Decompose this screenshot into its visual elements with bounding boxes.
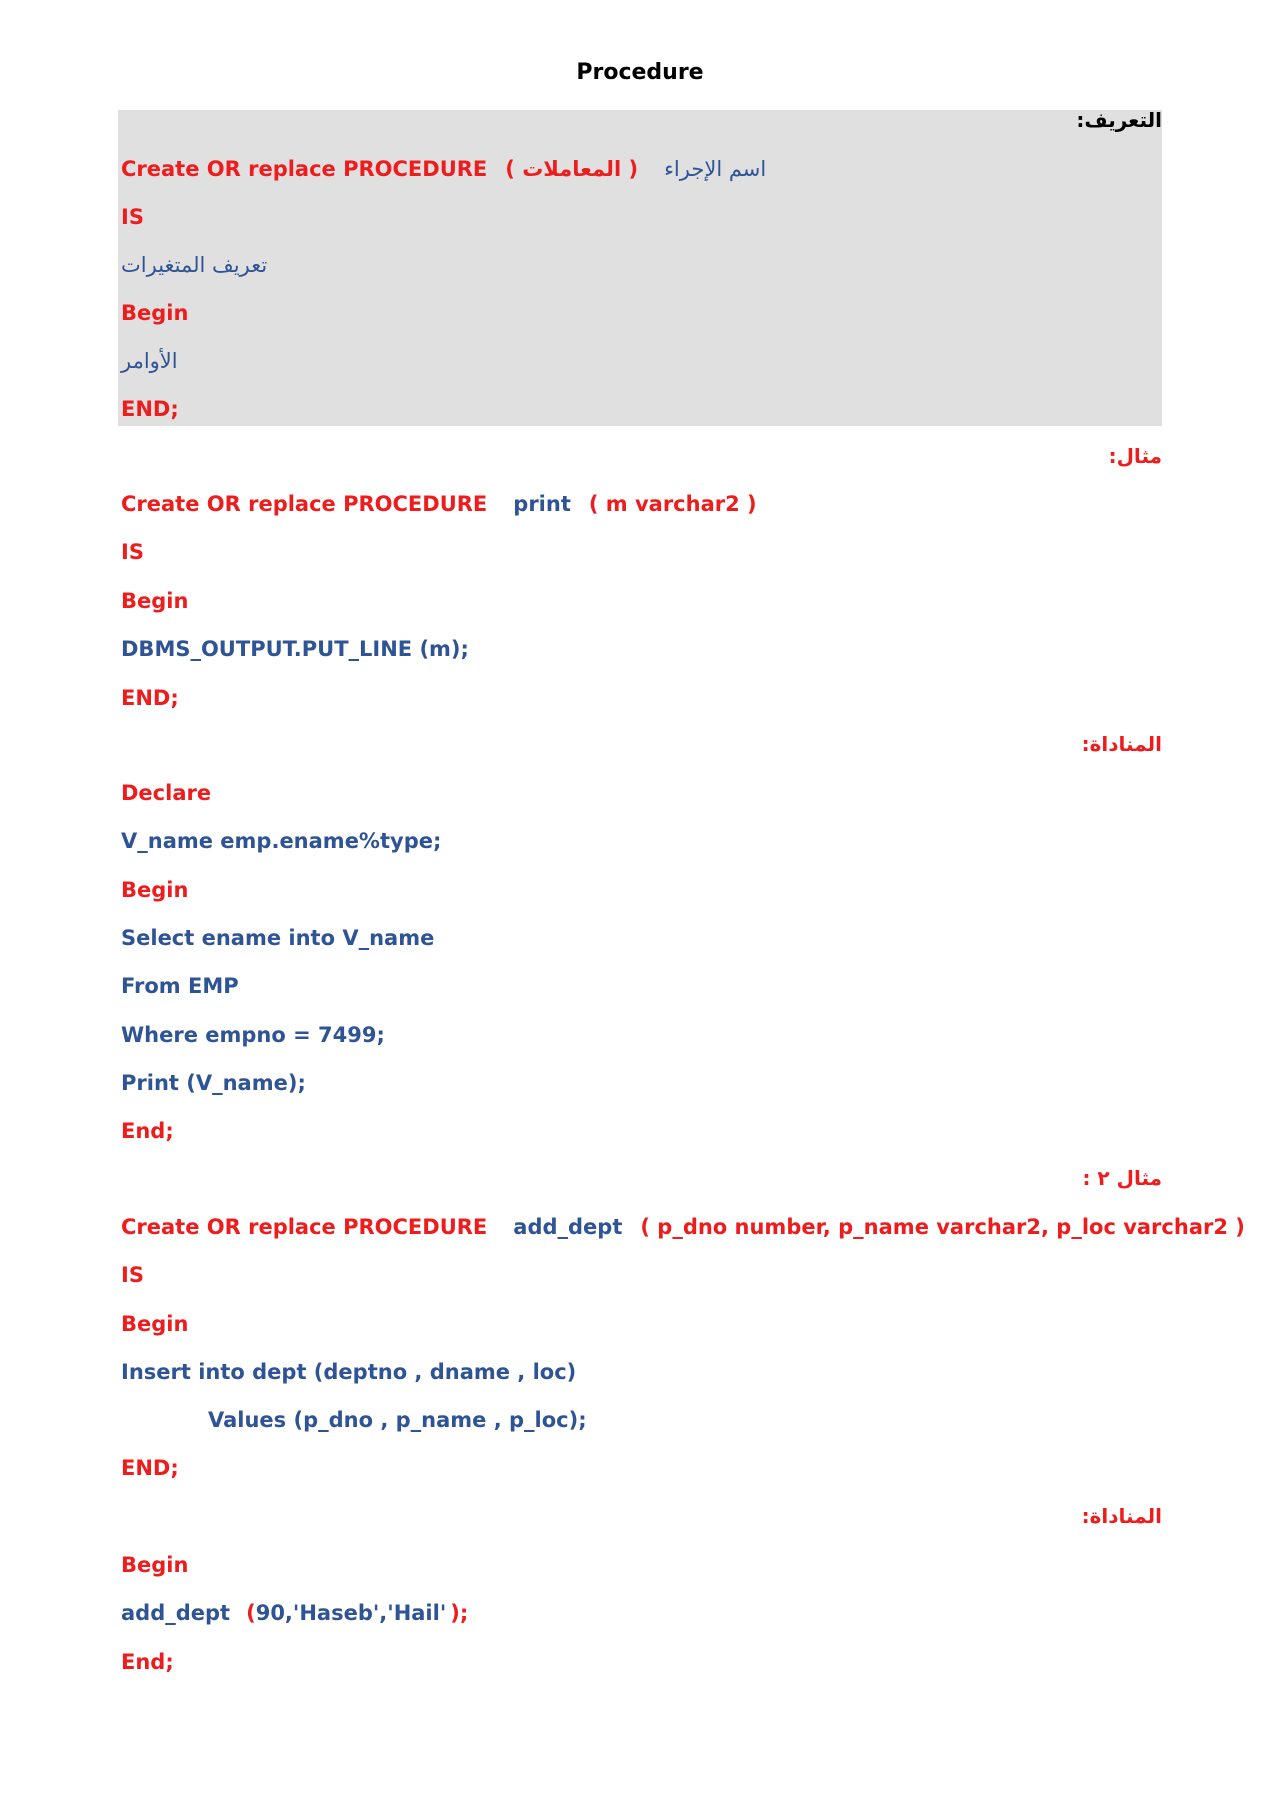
call1-begin: Begin bbox=[121, 878, 189, 902]
call1-select: Select ename into V_name bbox=[121, 926, 435, 950]
call2-call-line bbox=[121, 1599, 468, 1627]
definition-vars: تعريف المتغيرات bbox=[121, 253, 268, 277]
example1-label: مثال: bbox=[1108, 444, 1162, 468]
definition-params: ( المعاملات ) bbox=[505, 157, 639, 181]
example1-begin: Begin bbox=[121, 589, 189, 613]
example2-create-keyword: Create OR replace PROCEDURE bbox=[121, 1215, 488, 1239]
page-title: Procedure bbox=[576, 60, 704, 85]
example1-params: ( m varchar2 ) bbox=[588, 492, 757, 516]
call1-declare: Declare bbox=[121, 781, 212, 805]
example1-create-line bbox=[121, 490, 757, 518]
call2-label: المناداة: bbox=[1081, 1504, 1162, 1528]
call2-open-paren: ( bbox=[246, 1601, 256, 1625]
definition-end: END; bbox=[121, 397, 179, 421]
call1-print: Print (V_name); bbox=[121, 1071, 306, 1095]
example2-label: مثال ٢ : bbox=[1082, 1166, 1162, 1190]
call2-call-args: 90,'Haseb','Hail' bbox=[255, 1601, 447, 1625]
call1-end: End; bbox=[121, 1119, 174, 1143]
definition-begin: Begin bbox=[121, 301, 189, 325]
definition-is: IS bbox=[121, 205, 144, 229]
example2-is: IS bbox=[121, 1263, 144, 1287]
example1-body: DBMS_OUTPUT.PUT_LINE (m); bbox=[121, 637, 469, 661]
call1-var-decl: V_name emp.ename%type; bbox=[121, 829, 442, 853]
definition-proc-name: اسم الإجراء bbox=[664, 157, 767, 181]
example1-create-keyword: Create OR replace PROCEDURE bbox=[121, 492, 488, 516]
definition-create-keyword: Create OR replace PROCEDURE bbox=[121, 157, 488, 181]
call2-close-paren: ); bbox=[450, 1601, 469, 1625]
example2-create-line bbox=[121, 1213, 1245, 1241]
call2-end: End; bbox=[121, 1650, 174, 1674]
call1-from: From EMP bbox=[121, 974, 239, 998]
example1-is: IS bbox=[121, 540, 144, 564]
example2-proc-name: add_dept bbox=[513, 1215, 623, 1239]
call1-label: المناداة: bbox=[1081, 732, 1162, 756]
example2-end: END; bbox=[121, 1456, 179, 1480]
example2-insert: Insert into dept (deptno , dname , loc) bbox=[121, 1360, 577, 1384]
example2-begin: Begin bbox=[121, 1312, 189, 1336]
example1-proc-name: print bbox=[513, 492, 571, 516]
example2-values: Values (p_dno , p_name , p_loc); bbox=[208, 1408, 587, 1432]
call1-where: Where empno = 7499; bbox=[121, 1023, 385, 1047]
example1-end: END; bbox=[121, 686, 179, 710]
call2-call-name: add_dept bbox=[121, 1601, 231, 1625]
definition-create-line bbox=[121, 155, 766, 183]
definition-commands: الأوامر bbox=[121, 349, 178, 373]
example2-params: ( p_dno number, p_name varchar2, p_loc varchar2 ) bbox=[640, 1215, 1245, 1239]
definition-label: التعريف: bbox=[1076, 108, 1162, 132]
call2-begin: Begin bbox=[121, 1553, 189, 1577]
